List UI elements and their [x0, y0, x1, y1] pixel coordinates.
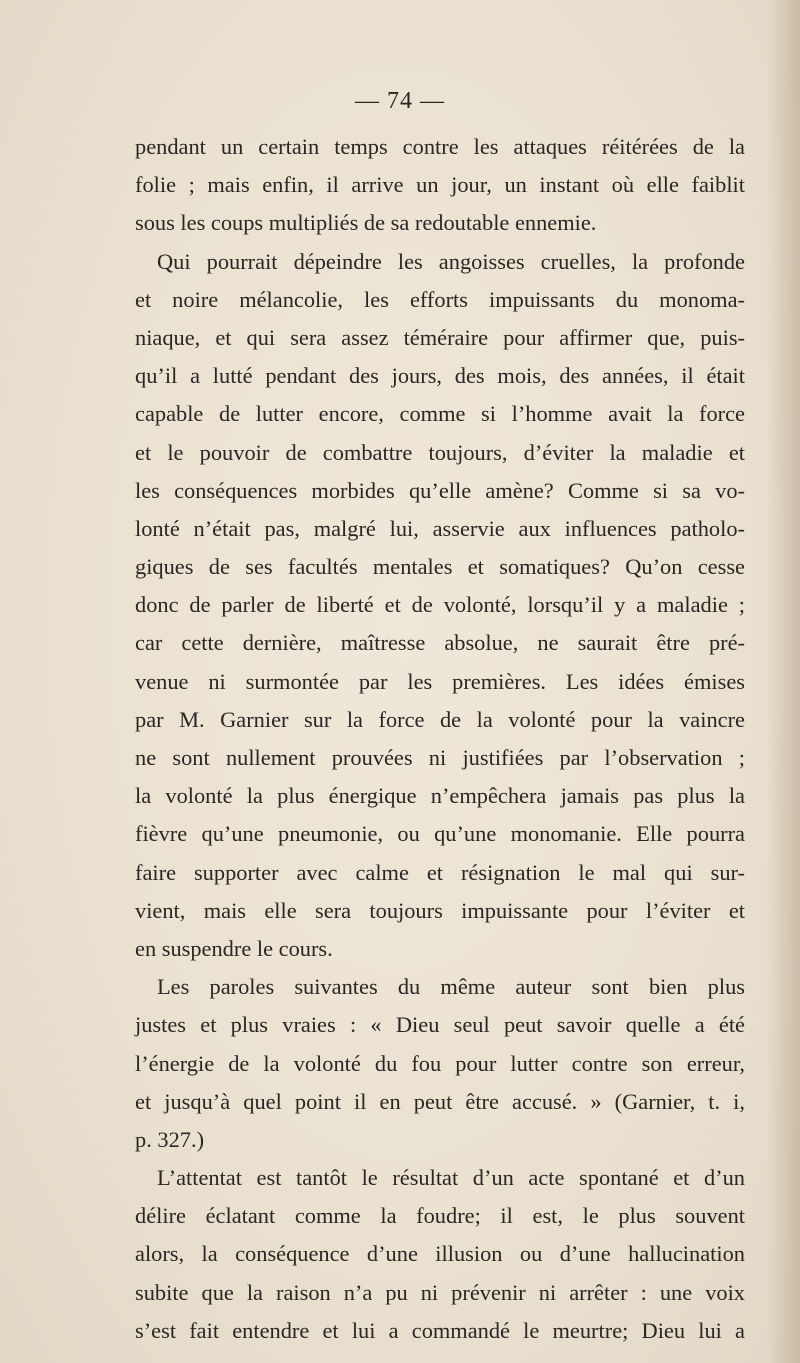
text-line: ne sont nullement prouvées ni justifiées par l’observation ; [135, 745, 745, 770]
text-line: pendant un certain temps contre les attaques réitérées de la [135, 134, 745, 159]
text-line: l’énergie de la volonté du fou pour lutter contre son erreur, [135, 1050, 745, 1076]
text-line: faire supporter avec calme et résignation le mal qui sur- [135, 859, 745, 885]
page-number: — 74 — [355, 88, 445, 114]
text-line: sous les coups multipliés de sa redoutable ennemie. [135, 210, 597, 236]
text-line: justes et plus vraies : « Dieu seul peut savoir quelle a été [135, 1012, 745, 1038]
text-line: L’attentat est tantôt le résultat d’un acte spontané et d’un [157, 1165, 745, 1191]
text-line: car cette dernière, maîtresse absolue, ne saurait être pré- [135, 630, 745, 656]
body-text [135, 128, 745, 1350]
text-line: niaque, et qui sera assez téméraire pour affirmer que, puis- [135, 324, 745, 350]
text-line: lonté n’était pas, malgré lui, asservie aux influences patholo- [135, 515, 745, 541]
text-line: Qui pourrait dépeindre les angoisses cruelles, la profonde [157, 248, 745, 274]
text-line: subite que la raison n’a pu ni prévenir ni arrêter : une voix [135, 1279, 745, 1305]
text-line: qu’il a lutté pendant des jours, des mois, des années, il était [135, 363, 745, 389]
text-line: par M. Garnier sur la force de la volonté pour la vaincre [135, 706, 745, 732]
text-line: et jusqu’à quel point il en peut être accusé. » (Garnier, t. i, [135, 1088, 745, 1114]
text-line: folie ; mais enfin, il arrive un jour, un instant où elle faiblit [135, 172, 745, 198]
text-line: alors, la conséquence d’une illusion ou d’une hallucination [135, 1241, 745, 1267]
text-line: s’est fait entendre et lui a commandé le meurtre; Dieu lui a [135, 1317, 745, 1343]
text-line: et noire mélancolie, les efforts impuissants du monoma- [135, 286, 745, 312]
text-line: donc de parler de liberté et de volonté, lorsqu’il y a maladie ; [135, 592, 745, 618]
text-line: et le pouvoir de combattre toujours, d’éviter la maladie et [135, 439, 745, 465]
page-edge-shadow [766, 0, 800, 1363]
text-line: Les paroles suivantes du même auteur sont bien plus [157, 974, 745, 1000]
text-line: délire éclatant comme la foudre; il est, le plus souvent [135, 1203, 745, 1229]
text-line: les conséquences morbides qu’elle amène? Comme si sa vo- [135, 477, 745, 503]
text-line: capable de lutter encore, comme si l’homme avait la force [135, 401, 745, 427]
text-line: vient, mais elle sera toujours impuissante pour l’éviter et [135, 897, 745, 923]
text-line: la volonté la plus énergique n’empêchera jamais pas plus la [135, 783, 745, 809]
text-line: p. 327.) [135, 1126, 205, 1152]
text-line: giques de ses facultés mentales et somatiques? Qu’on cesse [135, 554, 745, 580]
text-line: venue ni surmontée par les premières. Les idées émises [135, 668, 745, 694]
text-line: fièvre qu’une pneumonie, ou qu’une monomanie. Elle pourra [135, 821, 745, 847]
text-line: en suspendre le cours. [135, 935, 333, 961]
